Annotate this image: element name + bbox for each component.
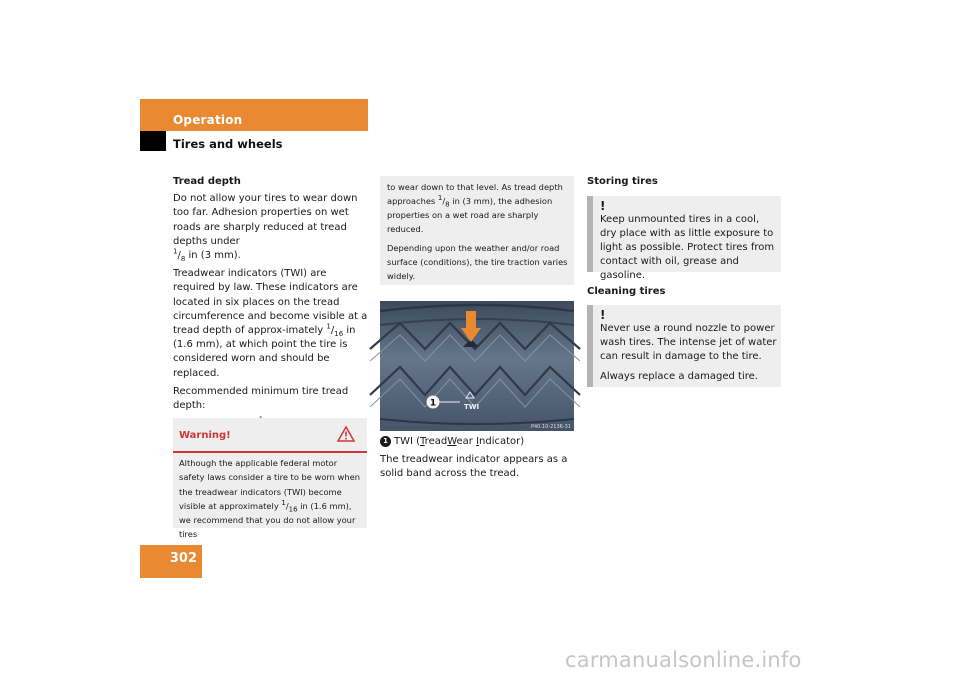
page-number: 302 [140,545,202,578]
warning-text: Although the applicable federal motor safety laws consider a tire to be worn when the treadwear indicators (TWI) become visible at approximately $^1/_{16}$ in (1.6 mm), we recommend that you do not allow your tires [179,458,360,540]
storing-tires-note [587,196,781,281]
section-header-marker [140,131,166,151]
twi-paragraph: Treadwear indicators (TWI) are required by law. These indicators are located in six places on the tread circumference and become visible at a tread depth of approx-imately $^1/_{16}$ in (1.6 mm), at which point the tire is considered worn and should be replaced. [173,268,368,379]
tread-depth-paragraph: Do not allow your tires to wear down too far. Adhesion properties on wet roads are sharply reduced at tread depths under $^1/_8$ in (3 mm). [173,193,358,264]
cleaning-tires-note [587,305,781,387]
right-column [587,175,783,192]
warning-triangle-icon [337,426,355,442]
image-callout-1: 1 [429,398,437,409]
exclamation-icon: ! [600,308,606,322]
left-column [173,175,369,458]
warning-box [173,418,367,540]
storing-tires-heading: Storing tires [587,176,658,187]
image-code: P40.10-2136-31 [530,424,571,430]
tire-tread-image [380,301,574,431]
traction-text: Depending upon the weather and/or road surface (conditions), the tire traction varies widely. [387,243,568,281]
treadwear-indicator-text: The treadwear indicator appears as a solid band across the tread. [380,454,568,480]
note-bar [587,305,593,387]
exclamation-icon: ! [600,199,606,213]
watermark-text: carmanualsonline.info [565,648,802,672]
subsection-title: Tires and wheels [173,137,283,151]
callout-number-icon: 1 [380,436,391,447]
image-legend: 1 TWI (TreadWear Indicator) [380,435,580,449]
warning-title: Warning! [179,430,231,441]
note-bar [587,196,593,272]
cleaning-tires-text: Never use a round nozzle to power wash tires. The intense jet of water can result in damage to the tire. [600,323,777,362]
storing-tires-text: Keep unmounted tires in a cool, dry place with as little exposure to light as possible. Protect tires from contact with oil, grease and gasoline. [600,214,775,281]
replace-tire-text: Always replace a damaged tire. [600,371,758,382]
middle-column [380,435,580,486]
cleaning-heading-wrap [587,285,783,302]
tread-depth-heading: Tread depth [173,176,241,187]
cleaning-tires-heading: Cleaning tires [587,286,666,297]
warning-divider [173,451,367,453]
image-twi-label: TWI [464,403,480,411]
warning-continuation-text: to wear down to that level. As tread depth approaches $^1/_8$ in (3 mm), the adhesion properties on a wet road are sharply reduced. [387,182,563,234]
section-title: Operation [173,113,243,127]
warning-continuation-box [380,176,574,285]
recommended-depth-text: Recommended minimum tire tread depth: [173,385,349,412]
